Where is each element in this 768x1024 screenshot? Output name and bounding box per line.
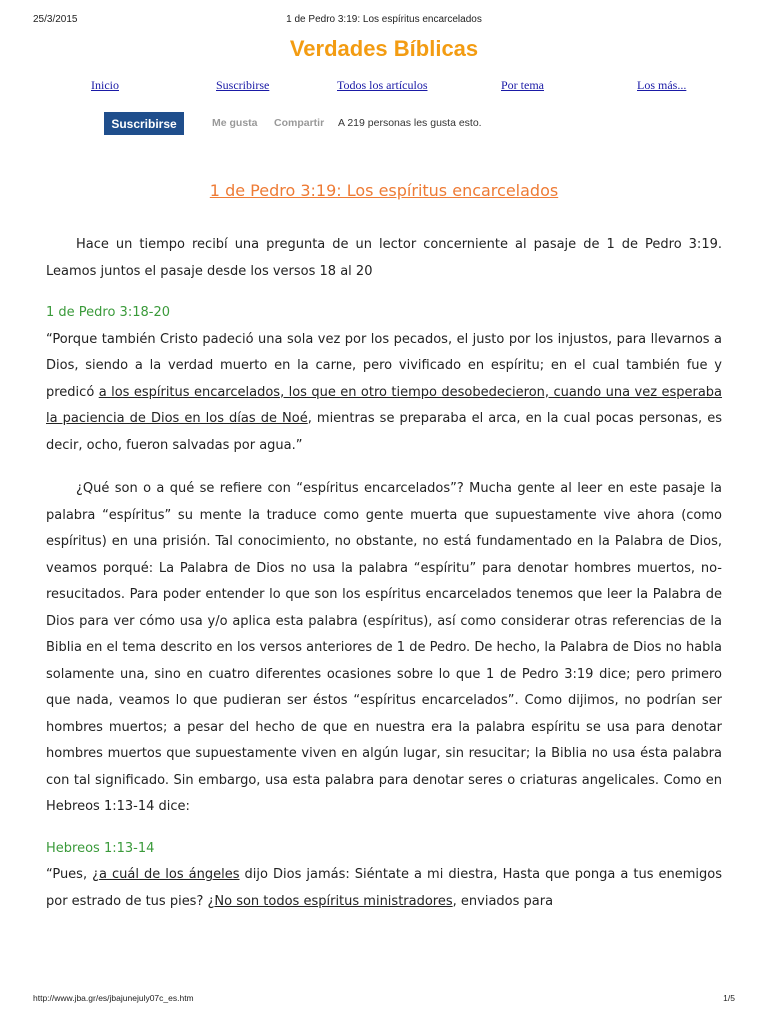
article-body [46,232,722,915]
quote-text: “Pues, ¿ [46,867,100,882]
quote-text: , enviados para [452,893,554,909]
scripture-reference: Hebreos 1:13-14 [46,840,155,856]
nav-link-todos-articulos[interactable]: Todos los artículos [337,78,428,92]
quote-underlined-text: a cuál de los ángeles [99,867,240,882]
page-number: 1/5 [723,993,735,1003]
subscribe-button[interactable]: Suscribirse [104,112,184,135]
scripture-reference: 1 de Pedro 3:18-20 [46,305,170,320]
print-date: 25/3/2015 [33,14,78,25]
quote-underlined-text: a los espíritus encarcelados, los que en otro tiempo desobedecieron, cuando una vez esperaba la paciencia de Dios en los días de Noé [46,384,723,426]
nav-link-suscribirse[interactable]: Suscribirse [216,78,270,92]
nav-link-los-mas[interactable]: Los más... [637,78,687,92]
print-header [0,14,768,28]
social-bar [0,112,768,136]
intro-paragraph: Hace un tiempo recibí una pregunta de un lector concerniente al pasaje de 1 de Pedro 3:19. Leamos juntos el pasaje desde los versos 18 al 20 [46,237,722,279]
like-count: A 219 personas les gusta esto. [338,117,482,129]
nav-link-por-tema[interactable]: Por tema [501,78,544,92]
print-footer [0,993,768,1007]
share-button[interactable]: Compartir [274,117,325,129]
print-url: http://www.jba.gr/es/jbajunejuly07c_es.htm [33,993,194,1003]
print-page-title: 1 de Pedro 3:19: Los espíritus encarcelados [286,14,482,25]
quote-text: , mientras se preparaba el arca, en la cual pocas personas, es decir, ocho, fueron salvadas por agua.” [46,411,722,453]
body-paragraph: ¿Qué son o a qué se refiere con “espíritus encarcelados”? Mucha gente al leer en este pasaje la palabra “espíritus” su mente la traduce como gente muerta que supuestamente vive ahora (como espíritus) en una prisión. Tal conocimiento, no obstante, no está fundamentado en la Palabra de Dios, veamos porqué: La Palabra de Dios no usa la palabra “espíritu” para denotar hombres muertos, no-resucitados. Para poder entender lo que son los espíritus encarcelados tenemos que leer la Palabra de Dios para ver cómo usa y/o aplica esta palabra (espíritus), así como considerar otras referencias de la Biblia en el tema descrito en los versos anteriores de 1 de Pedro. De hecho, la Palabra de Dios no habla solamente una, sino en cuatro diferentes ocasiones sobre lo que 1 de Pedro 3:19 dice; pero primero que nada, veamos lo que pudieran ser éstos “espíritus encarcelados”. Como dijimos, no podrían ser hombres muertos; a pesar del hecho de que en nuestra era la palabra espíritu se usa para denotar hombres muertos que supuestamente viven en algún lugar, sin resucitar; la Biblia no usa ésta palabra con tal significado. Sin embargo, usa esta palabra para denotar seres o criaturas angelicales. Como en Hebreos 1:13-14 dice: [46,481,722,814]
nav-link-inicio[interactable]: Inicio [91,78,119,92]
quote-text: “Porque también Cristo padeció una sola vez por los pecados, el justo por los injustos, para llevarnos a Dios, siendo a la verdad muerto en la carne, pero vivificado en espíritu; en el cual también fue y predicó [46,331,722,400]
scripture-quote [46,327,722,460]
quote-underlined-text: No son todos espíritus ministradores [214,893,453,909]
article-title: 1 de Pedro 3:19: Los espíritus encarcelados [209,181,559,200]
scripture-quote [46,862,722,915]
quote-text: dijo Dios jamás: Siéntate a mi diestra, Hasta que ponga a tus enemigos por estrado de tus pies? ¿ [46,867,723,909]
site-title: Verdades Bíblicas [289,36,479,61]
like-button[interactable]: Me gusta [212,117,258,129]
